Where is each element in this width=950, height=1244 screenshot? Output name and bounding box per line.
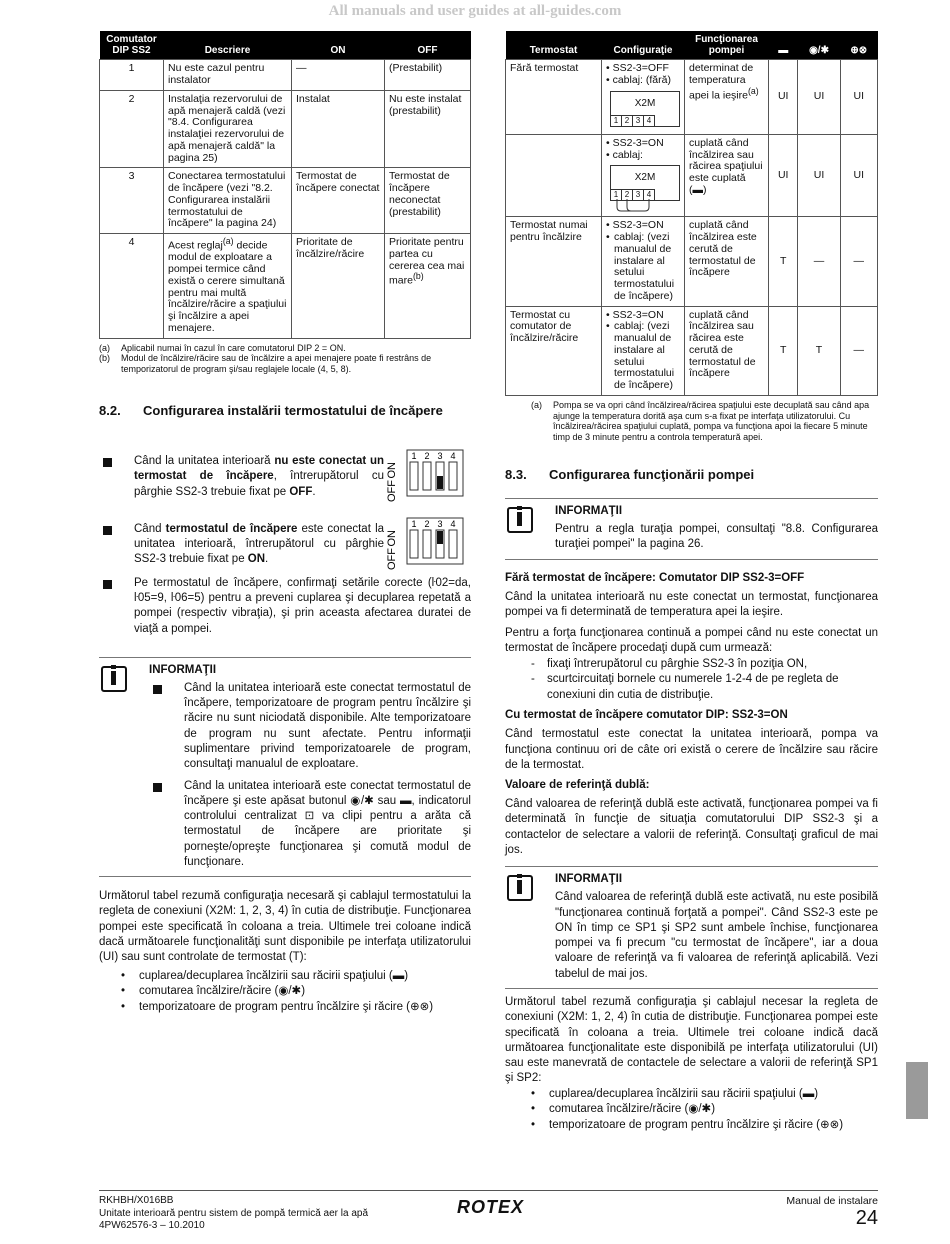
info-icon [101,666,127,692]
cell: Termostat de încăpere neconectat (prestabilit) [385,168,471,234]
info-box-3 [505,866,878,989]
info-item [149,779,471,871]
th-off: OFF [385,31,471,60]
info-text: Când valoarea de referinţă dublă este activată, nu este posibilă "funcţionarea continuă forţată a pompei". Când SS2-3 este pe ON în timp ce SP1 şi SP2 sunt ambele închise, funcţionarea pompei va fi precum "cu termostat de încăpere", iar a doua valoare de referinţă va fi valoarea de referinţă aplicabilă. Vezi tabelul de mai jos. [555,891,878,980]
footer-description: Unitate interioară pentru sistem de pompă termică aer la apă [99,1207,369,1219]
footer-code: RKHBH/X016BB [99,1195,174,1206]
info-text: Când la unitatea interioară este conectat termostatul de încăpere şi este apăsat butonul ◉/✱ sau ▬, indicatorul controlului centralizat ⊡ va clipi pentru a arăta că termostatul de încăpere are prioritate şi porneşte/opreşte funcţionarea şi comută modul de funcţionare. [184,779,471,868]
footnote-ref: (b) [412,271,424,282]
th-heat-cool-icon: ◉/✱ [798,31,840,60]
bullet-square-icon [103,580,112,589]
watermark: All manuals and user guides at all-guides.com [328,3,622,19]
info-icon [507,875,533,901]
table-row [100,234,471,339]
bullet-square-icon [153,685,162,694]
info-item [149,681,471,773]
bullet-item [99,522,384,568]
cell-text: decide modul de exploatare a pompei termice când există o cerere simultană pentru mai multă încălzire/răcire a spaţiului şi încălzire a apei menajere. [168,239,287,334]
configuration-table [505,31,878,396]
paragraph: Pentru a forţa funcţionarea continuă a pompei când nu este conectat un termostat de încăpere procedaţi după cum urmează: [505,627,878,655]
table-row [100,168,471,234]
cell: — [292,60,385,91]
info-text: Când la unitatea interioară este conectat termostatul de încăpere, temporizatoare de program pentru încălzire şi răcire nu sunt niciodată disponibile. Alte temporizatoare de program nu sunt afectate. Pentru informaţii suplimentare privind temporizatoarele de program, consultaţi manualul de exploatare. [184,681,471,771]
cell: Nu este cazul pentru instalator [164,60,292,91]
cell: — [840,306,877,395]
page-edge-tab [906,1062,928,1119]
th-configuratie: Configuraţie [602,31,685,60]
cell: UI [769,60,798,135]
jumper-wire-icon [615,199,655,213]
cell: Instalaţia rezervorului de apă menajeră caldă (vezi "8.4. Configurarea instalaţiei rezervorului de apă menajeră caldă" la pagina 25) [164,90,292,168]
cell: Termostat cu comutator de încălzire/răcire [506,306,602,395]
svg-text:4: 4 [450,519,456,530]
cell: 4 [100,234,164,339]
bullet-item [99,454,384,500]
cell: Termostat numai pentru încălzire [506,217,602,306]
paragraph: Următorul tabel rezumă configuraţia şi cablajul necesar la regleta de conexiuni (X2M: 1, 2, 4) în cutia de distribuţie. Funcţionarea pompei este specificată în coloana a treia. Ultimele trei coloane indică dacă următoarea funcţionalitate este disponibilă pe interfaţa utilizatorului (UI) sau este manevrată de contactele de selectare a valorii de referinţă SP1 şi SP2: [505,995,878,1085]
cell: 2 [100,90,164,168]
cell: cuplată când încălzirea este cerută de termostatul de încăpere [685,217,769,306]
cell: determinat de temperatura apei la ieşire$^{(a)}$ [685,60,769,135]
cell: Conectarea termostatului de încăpere (vezi "8.2. Configurarea instalării termostatului de încăpere" la pagina 24) [164,168,292,234]
cell: (Prestabilit) [385,60,471,91]
cell: • SS2-3=ON • cablaj: X2M 1 2 3 4 [602,134,685,217]
cell: Instalat [292,90,385,168]
subheading: Cu termostat de încăpere comutator DIP: SS2-3=ON [505,709,788,722]
cell: cuplată când încălzirea sau răcirea este cerută de termostatul de încăpere [685,306,769,395]
bullet-text: Când termostatul de încăpere este conectat la unitatea interioară, întrerupătorul cu pârghie SS2-3 trebuie fixat pe ON. [134,522,385,566]
cell: — [840,217,877,306]
svg-text:3: 3 [437,451,443,462]
section-number: 8.2. [99,403,121,419]
switch-on-label: ON [387,462,398,479]
table-row [506,306,878,395]
page-footer [99,1190,878,1231]
cell: 3 [100,168,164,234]
note-text: Aplicabil numai în cazul în care comutatorul DIP 2 = ON. [121,342,346,353]
list-item: • cuplarea/decuplarea încălzirii sau răcirii spaţiului (▬) [531,1087,819,1100]
cell [506,134,602,217]
x2m-terminal-diagram: X2M 1 2 3 4 [610,91,680,127]
th-dip: Comutator DIP SS2 [100,31,164,60]
cell-text: Prioritate pentru partea cu cererea cea mai mare [389,236,465,287]
bullet-text: Pe termostatul de încăpere, confirmaţi setările corecte (ŀ02=da, ŀ05=9, ŀ06=5) pentru a preveni cuplarea şi decuplarea repetată a pompei (respectiv vibraţia), şi prin aceasta afectarea duratei de viaţă a pompei. [134,576,471,635]
switch-off-label: OFF [387,480,398,503]
th-desc: Descriere [164,31,292,60]
list-item: • comutarea încălzire/răcire (◉/✱) [531,1103,716,1116]
list-item: - fixaţi întrerupătorul cu pârghie SS2-3 în poziţia ON, [531,657,808,670]
note: (a) Pompa se va opri când încălzirea/răcirea spaţiului este decuplată sau când apa ajunge la temperatura dorită aşa cum s-a fixat pe interfaţa utilizatorului. Cu încălzirea/răcirea spaţiului cuplată, pompa va funcţiona apoi la fiecare 5 minute timp de 3 minute pentru a controla temperatură apei. [531,399,870,443]
note-text: Modul de încălzire/răcire sau de încălzire a apei menajere poate fi restrâns de temporizatorul de program şi/sau reglajele locale (4, 5, 8). [121,353,432,375]
section-heading-8-2 [99,403,471,418]
table-row [506,134,878,217]
list-item: • cuplarea/decuplarea încălzirii sau răcirii spaţiului (▬) [121,969,409,982]
cell: UI [798,134,840,217]
svg-text:2: 2 [424,519,430,530]
x2m-terminal-diagram: X2M 1 2 3 4 [610,165,680,201]
list-item: • temporizatoare de program pentru încălzire şi răcire (⊕⊗) [531,1118,844,1131]
info-box-2 [505,498,878,560]
paragraph: Când termostatul este conectat la unitatea interioară, pompa va funcţiona continuu ori de câte ori există o cerere de încălzire sau răcire de la termostat. [505,728,878,771]
svg-text:2: 2 [424,451,430,462]
cell: T [769,217,798,306]
note [99,353,471,375]
paragraph: Când valoarea de referinţă dublă este activată, funcţionarea pompei va fi determinată în funcţie de situaţia comutatorului DIP SS2-3 şi a contactelor de selectare a valorii de referinţă. Consultaţi graficul de mai jos. [505,798,878,856]
svg-text:4: 4 [450,451,456,462]
bullet-text: Când la unitatea interioară nu este conectat un termostat de încăpere, întrerupătorul cu pârghie SS2-3 trebuie fixat pe OFF. [134,455,384,498]
footer-manual: Manual de instalare [786,1195,878,1207]
bullet-square-icon [103,526,112,535]
table-row [506,217,878,306]
bullet-square-icon [103,458,112,467]
svg-text:3: 3 [437,519,443,530]
left-paragraph: Următorul tabel rezumă configuraţia necesară şi cablajul termostatului la regleta de conexiuni (X2M: 1, 2, 3, 4) în cutia de distribuţie. Funcţionarea pompei este specificată în coloana a treia. Ultimele trei coloane indică dacă următoarele funcţionalităţi sunt disponibile pe interfaţa utilizatorului (UI) sau sunt controlate de termostat (T): [99,890,471,964]
th-functionare: Funcţionarea pompei [685,31,769,60]
info-icon [507,507,533,533]
footnote-ref: (a) [222,236,234,247]
th-on-off-icon: ▬ [769,31,798,60]
table-notes [99,343,471,375]
subheading: Fără termostat de încăpere: Comutator DIP SS2-3=OFF [505,571,805,584]
list-item: • temporizatoare de program pentru încălzire şi răcire (⊕⊗) [121,1000,434,1013]
brand-logo: ROTEX [457,1197,525,1217]
dip-switch-on-diagram [387,516,471,577]
cell: Nu este instalat (prestabilit) [385,90,471,168]
table-notes [505,400,878,443]
th-termostat: Termostat [506,31,602,60]
section-heading-8-3: 8.3. Configurarea funcţionării pompei [505,467,755,483]
cell [164,234,292,339]
th-timer-icon: ⊕⊗ [840,31,877,60]
svg-text:ON: ON [387,530,398,547]
cell: T [798,306,840,395]
bullet-item [99,576,471,637]
bullet-square-icon [153,783,162,792]
cell: UI [840,60,877,135]
cell: cuplată când încălzirea sau răcirea spaţiului este cuplată (▬) [685,134,769,217]
dip-switch-off-diagram [387,448,471,509]
dip-switch-table [99,31,471,339]
cell: — [798,217,840,306]
page-number: 24 [855,1207,878,1229]
info-title: INFORMAŢII [149,663,217,676]
info-title: INFORMAŢII [555,873,623,886]
cell: Termostat de încăpere conectat [292,168,385,234]
info-box-1 [99,657,471,877]
subheading: Valoare de referinţă dublă: [505,779,650,792]
note [99,343,471,354]
section-title: Configurarea instalării termostatului de încăpere [143,403,443,419]
table-row [100,90,471,168]
cell: • SS2-3=ON • cablaj: (vezi manualul de instalare al setului termostatului de încăpere) [602,306,685,395]
left-column [99,31,471,1015]
cell: • SS2-3=ON • cablaj: (vezi manualul de instalare al setului termostatului de încăpere) [602,217,685,306]
paragraph: Când la unitatea interioară nu este conectat un termostat, funcţionarea pompei va fi determinată de temperatura apei la ieşire. [505,590,878,618]
list-item: • comutarea încălzire/răcire (◉/✱) [121,985,306,998]
cell: T [769,306,798,395]
cell: UI [840,134,877,217]
th-on: ON [292,31,385,60]
table-row [506,60,878,135]
cell: UI [798,60,840,135]
svg-text:1: 1 [411,451,417,462]
cell [385,234,471,339]
note-mark: (b) [99,353,110,364]
cell: UI [769,134,798,217]
svg-text:OFF: OFF [387,548,398,571]
footer-reference: 4PW62576-3 – 10.2010 [99,1220,205,1231]
list-item: - scurtcircuitaţi bornele cu numerele 1-2-4 de pe regleta de conexiuni din cutia de distribuţie. [531,673,839,701]
info-title: INFORMAŢII [555,505,623,518]
right-column [505,31,878,1133]
cell-text: Acest reglaj [168,239,223,252]
cell: 1 [100,60,164,91]
cell: Fără termostat [506,60,602,135]
info-text: Pentru a regla turaţia pompei, consultaţi "8.8. Configurarea turaţiei pompei" la pagina 26. [555,523,878,551]
svg-text:1: 1 [411,519,417,530]
note-mark: (a) [99,342,110,353]
cell: • SS2-3=OFF • cablaj: (fără) X2M 1 2 3 4 [602,60,685,135]
cell: Prioritate de încălzire/răcire [292,234,385,339]
table-row [100,60,471,91]
